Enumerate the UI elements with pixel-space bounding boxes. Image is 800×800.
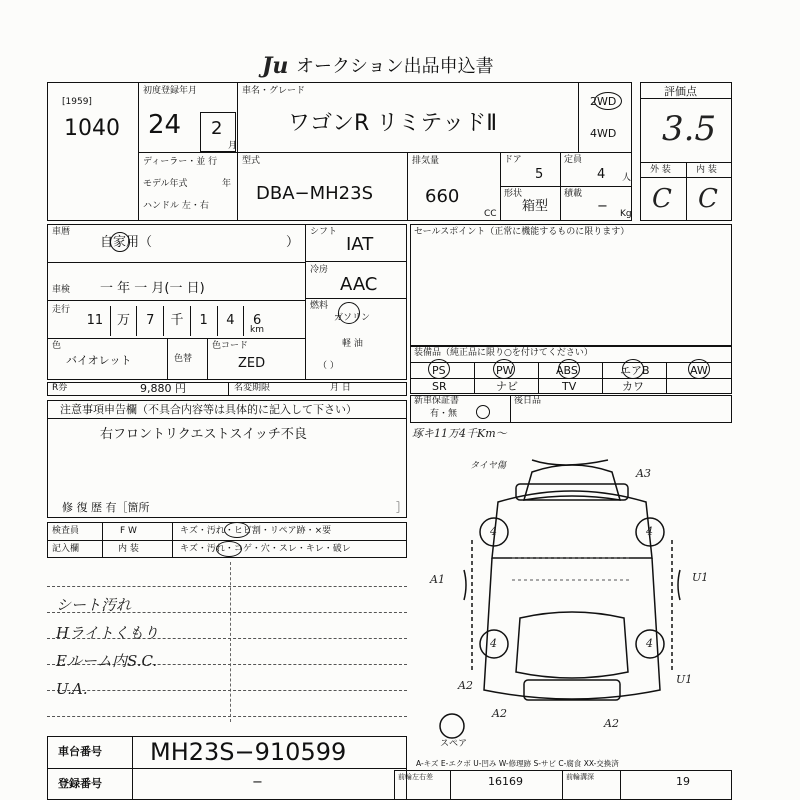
color-code-label: 色コード: [212, 341, 249, 351]
fuel-gas: ガソリン: [334, 313, 371, 323]
load-value: −: [597, 199, 608, 214]
color-value: バイオレット: [66, 354, 132, 367]
doors-label: ドア: [504, 155, 522, 165]
wheel-mark: 4: [490, 525, 497, 538]
mileage-digit: 万: [111, 306, 138, 336]
repair-label: 修 復 歴 有［箇所: [62, 501, 150, 514]
damage-mark: A2: [492, 707, 507, 720]
inspector-label: 検査員: [52, 526, 80, 536]
code-label: [1959]: [62, 97, 92, 107]
score-label: 評価点: [664, 85, 697, 98]
damage-mark: A2: [604, 717, 619, 730]
record-label: 記入欄: [52, 544, 80, 554]
recycle-label: R券: [52, 383, 68, 393]
recycle-value: 9,880 円: [140, 382, 186, 395]
interior-label: 内 装: [696, 165, 717, 175]
car-name: ワゴンR リミテッドⅡ: [288, 111, 498, 136]
sales-label: セールスポイント（正常に機能するものに限ります）: [414, 227, 630, 237]
car-diagram: [412, 440, 732, 740]
dealer-label: ディーラー・並 行: [143, 157, 218, 167]
first-reg-year: 24: [148, 110, 182, 140]
recycle-row: [47, 382, 407, 396]
fuel-label: 燃料: [310, 301, 329, 311]
first-reg-label: 初度登録年月: [143, 86, 198, 96]
first-reg-month: 2: [211, 118, 223, 139]
tire-a-value: 16169: [488, 775, 523, 788]
drive-2wd-circle: [594, 92, 622, 110]
wheel-mark: 4: [490, 637, 497, 650]
notes-value: 右フロントリクエストスイッチ不良: [100, 427, 307, 442]
load-label: 積載: [564, 189, 583, 199]
mileage-digit: 4: [218, 306, 245, 336]
ju-logo: Ju: [262, 53, 289, 79]
interior-value: C: [698, 184, 718, 214]
chassis-label: 車台番号: [58, 745, 102, 758]
model-year-label: モデル年式: [143, 179, 188, 189]
airbag-circle: [622, 359, 644, 379]
repair-close: ］: [396, 501, 407, 514]
displacement-label: 排気量: [412, 156, 440, 166]
fw-items: キズ・汚れ・ヒビ割・リペア跡・×要: [180, 526, 332, 536]
mileage-digits: [80, 306, 270, 336]
color-label: 色: [52, 341, 62, 351]
transfer-label: 後日品: [514, 396, 542, 406]
pw-circle: [493, 359, 515, 379]
type-label: 型式: [242, 156, 261, 166]
mileage-digit: 1: [191, 306, 218, 336]
mileage-label: 走行: [52, 305, 71, 315]
warranty-value: 有・無: [430, 409, 458, 419]
dirt-circle-fw: [224, 522, 250, 538]
capacity-label: 定員: [564, 155, 583, 165]
tire-b-label: 前輪溝深: [566, 773, 594, 781]
equipment-label: 装備品（純正品に限り○を付けてください）: [414, 348, 593, 358]
fuel-paren: （ ）: [318, 361, 339, 371]
fw-label: F W: [120, 526, 137, 536]
exterior-value: C: [652, 184, 672, 214]
equip-navi: ナビ: [496, 380, 518, 393]
tire-b-value: 19: [676, 775, 690, 788]
history-paren: ）: [286, 235, 300, 250]
color-code-value: ZED: [238, 356, 266, 371]
mileage-digit: 7: [137, 306, 164, 336]
doors-value: 5: [535, 167, 544, 182]
name-change-value: 月 日: [330, 383, 351, 393]
ps-circle: [428, 359, 450, 379]
mileage-digit: 11: [80, 306, 111, 336]
displacement-value: 660: [425, 186, 460, 207]
wheel-mark: 4: [646, 525, 653, 538]
lot-number: 1040: [64, 116, 120, 141]
handwritten-note: Eルーム内S.C.: [56, 652, 158, 670]
chassis-value: MH23S−910599: [150, 738, 347, 766]
name-change-label: 名変期限: [234, 383, 271, 393]
shaken-label: 車検: [52, 285, 71, 295]
damage-mark: A1: [430, 573, 445, 586]
gas-circle: [338, 302, 360, 324]
score-value: 3.5: [662, 109, 717, 149]
handwritten-note: シート汚れ: [56, 596, 132, 614]
cooler-label: 冷房: [310, 265, 329, 275]
type-value: DBA−MH23S: [256, 183, 373, 204]
color-change-label: 色替: [174, 354, 193, 364]
equip-aw: AW: [690, 364, 708, 377]
capacity-value: 4: [597, 167, 606, 182]
cc-unit: CC: [484, 209, 497, 219]
cooler-value: AAC: [340, 274, 378, 295]
kg-unit: Kg: [620, 209, 632, 219]
equip-tv: TV: [562, 380, 577, 393]
km-unit: km: [250, 325, 264, 335]
interior-check-label: 内 装: [118, 544, 139, 554]
person-unit: 人: [622, 173, 632, 183]
handwritten-note: U.A.: [56, 680, 88, 698]
sales-block: [410, 224, 732, 346]
notes-label: 注意事項申告欄（不具合内容等は具体的に記入して下さい）: [60, 403, 357, 416]
equip-airbag: エアB: [620, 364, 650, 377]
shift-label: シフト: [310, 227, 338, 237]
interior-items: キズ・汚れ・コゲ・穴・スレ・キレ・破レ: [180, 544, 351, 554]
warranty-circle: [476, 405, 490, 419]
form-title: オークション出品申込書: [296, 56, 494, 77]
mileage-note: 琢キ11万4千Km〜: [412, 427, 507, 440]
month-unit: 月: [228, 141, 238, 151]
history-value: 自家用（: [100, 235, 153, 250]
abs-circle: [558, 359, 580, 379]
reg-value: −: [252, 775, 263, 790]
damage-mark: U1: [692, 571, 709, 584]
reg-label: 登録番号: [58, 777, 102, 790]
damage-mark: U1: [676, 673, 693, 686]
equip-pw: PW: [496, 364, 514, 377]
fuel-diesel: 軽 油: [342, 339, 363, 349]
tire-mark: タイヤ傷: [470, 461, 506, 471]
history-label: 車暦: [52, 227, 71, 237]
shape-value: 箱型: [522, 199, 549, 214]
private-use-circle: [110, 232, 130, 252]
shape-label: 形状: [504, 189, 523, 199]
damage-mark: A2: [458, 679, 473, 692]
year-unit: 年: [222, 179, 232, 189]
equip-sr: SR: [432, 380, 447, 393]
equip-abs: ABS: [556, 364, 578, 377]
drive-2wd: 2WD: [590, 95, 617, 108]
equip-ps: PS: [432, 364, 446, 377]
damage-mark: A3: [636, 467, 651, 480]
mileage-digit: 6: [252, 313, 262, 328]
spare-label: スペア: [440, 739, 468, 749]
shift-value: IAT: [346, 234, 374, 255]
warranty-label: 新車保証書: [414, 396, 460, 406]
equip-leather: カワ: [622, 380, 644, 393]
handle-label: ハンドル 左・右: [143, 201, 209, 211]
wheel-mark: 4: [646, 637, 653, 650]
dirt-circle-interior: [216, 541, 242, 557]
tire-a-label: 前輪左右差: [398, 773, 433, 781]
car-name-label: 車名・グレード: [242, 86, 306, 96]
damage-legend: A-キズ E-エクボ U-凹み W-修理跡 S-サビ C-腐食 XX-交換済: [416, 759, 619, 768]
aw-circle: [688, 359, 710, 379]
drive-4wd: 4WD: [590, 127, 617, 140]
mileage-digit: 千: [164, 306, 191, 336]
handwritten-note: Hライトくもり: [56, 624, 159, 642]
exterior-label: 外 装: [650, 165, 671, 175]
shaken-value: 一 年 一 月(一 日): [100, 281, 205, 296]
